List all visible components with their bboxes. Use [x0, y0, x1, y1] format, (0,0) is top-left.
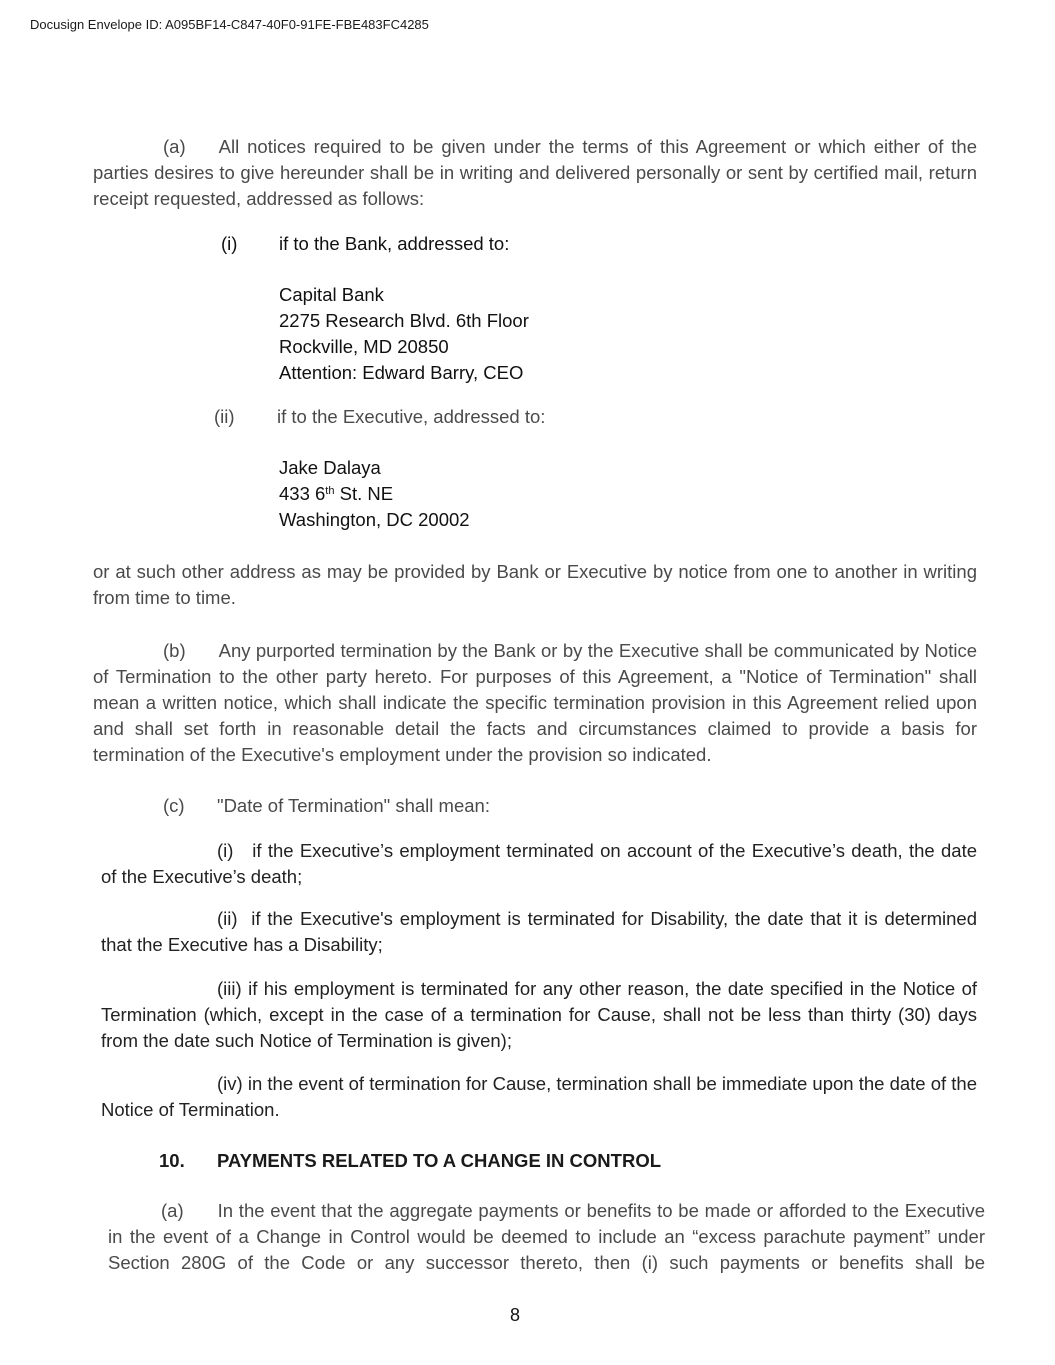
- bank-name: Capital Bank: [279, 284, 384, 305]
- termination-item-i: [101, 838, 977, 890]
- envelope-id: Docusign Envelope ID: A095BF14-C847-40F0-91FE-FBE483FC4285: [30, 17, 429, 32]
- termination-b-label: (b): [163, 640, 186, 661]
- executive-city: Washington, DC 20002: [279, 509, 470, 530]
- executive-name: Jake Dalaya: [279, 457, 381, 478]
- bank-intro: if to the Bank, addressed to:: [279, 233, 510, 254]
- section-10-a-text: In the event that the aggregate payments or benefits to be made or afforded to the Executive in the event of a Change in Control would be deemed to include an “excess parachute payment” under Section 280G of the Code or any successor thereto, then (i) such payments or benefits shall be: [108, 1200, 985, 1273]
- bank-label: (i): [221, 233, 238, 254]
- section-10-number: 10.: [159, 1150, 185, 1171]
- executive-street-number: 433 6: [279, 483, 326, 504]
- executive-label: (ii): [214, 406, 235, 427]
- section-10-title: PAYMENTS RELATED TO A CHANGE IN CONTROL: [217, 1150, 662, 1171]
- termination-paragraph-b: [93, 638, 977, 768]
- notice-paragraph-a: [93, 134, 977, 212]
- termination-c-text: "Date of Termination" shall mean:: [217, 795, 490, 816]
- bank-street: 2275 Research Blvd. 6th Floor: [279, 310, 529, 331]
- bank-attention: Attention: Edward Barry, CEO: [279, 362, 524, 383]
- notice-a-label: (a): [163, 136, 186, 157]
- item-iv-text: in the event of termination for Cause, termination shall be immediate upon the date of the Notice of Termination.: [101, 1073, 978, 1120]
- item-iii-label: (iii): [217, 978, 242, 999]
- termination-item-iv: [101, 1071, 977, 1123]
- bank-city: Rockville, MD 20850: [279, 336, 449, 357]
- termination-item-ii: [101, 906, 977, 958]
- executive-street-ordinal: th: [325, 485, 335, 497]
- notice-a-text: All notices required to be given under the terms of this Agreement or which either of the parties desires to give hereunder shall be in writing and delivered personally or sent by certified mail, return receipt requested, addressed as follows:: [93, 136, 977, 209]
- notice-closing: or at such other address as may be provided by Bank or Executive by notice from one to another in writing from time to time.: [93, 561, 977, 608]
- item-iii-text: if his employment is terminated for any other reason, the date specified in the Notice of Termination (which, except in the case of a termination for Cause, shall not be less than thirty (30) days from the date such Notice of Termination is given);: [101, 978, 977, 1051]
- page-number: 8: [510, 1305, 521, 1325]
- executive-street-name: St. NE: [334, 483, 394, 504]
- item-i-text: if the Executive’s employment terminated on account of the Executive’s death, the date of the Executive’s death;: [101, 840, 977, 887]
- termination-b-text: Any purported termination by the Bank or by the Executive shall be communicated by Notice of Termination to the other party hereto. For purposes of this Agreement, a "Notice of Termination" shall mean a written notice, which shall indicate the specific termination provision in this Agreement relied upon and shall set forth in reasonable detail the facts and circumstances claimed to provide a basis for termination of the Executive's employment under the provision so indicated.: [93, 640, 977, 765]
- termination-c-label: (c): [163, 795, 185, 816]
- section-10-a-label: (a): [161, 1200, 184, 1221]
- item-i-label: (i): [217, 840, 234, 861]
- item-ii-text: if the Executive's employment is terminated for Disability, the date that it is determined that the Executive has a Disability;: [101, 908, 977, 955]
- item-iv-label: (iv): [217, 1073, 243, 1094]
- item-ii-label: (ii): [217, 908, 238, 929]
- termination-item-iii: [101, 976, 977, 1054]
- executive-street: [279, 481, 393, 507]
- section-10-paragraph-a: [108, 1198, 985, 1276]
- executive-intro: if to the Executive, addressed to:: [277, 406, 546, 427]
